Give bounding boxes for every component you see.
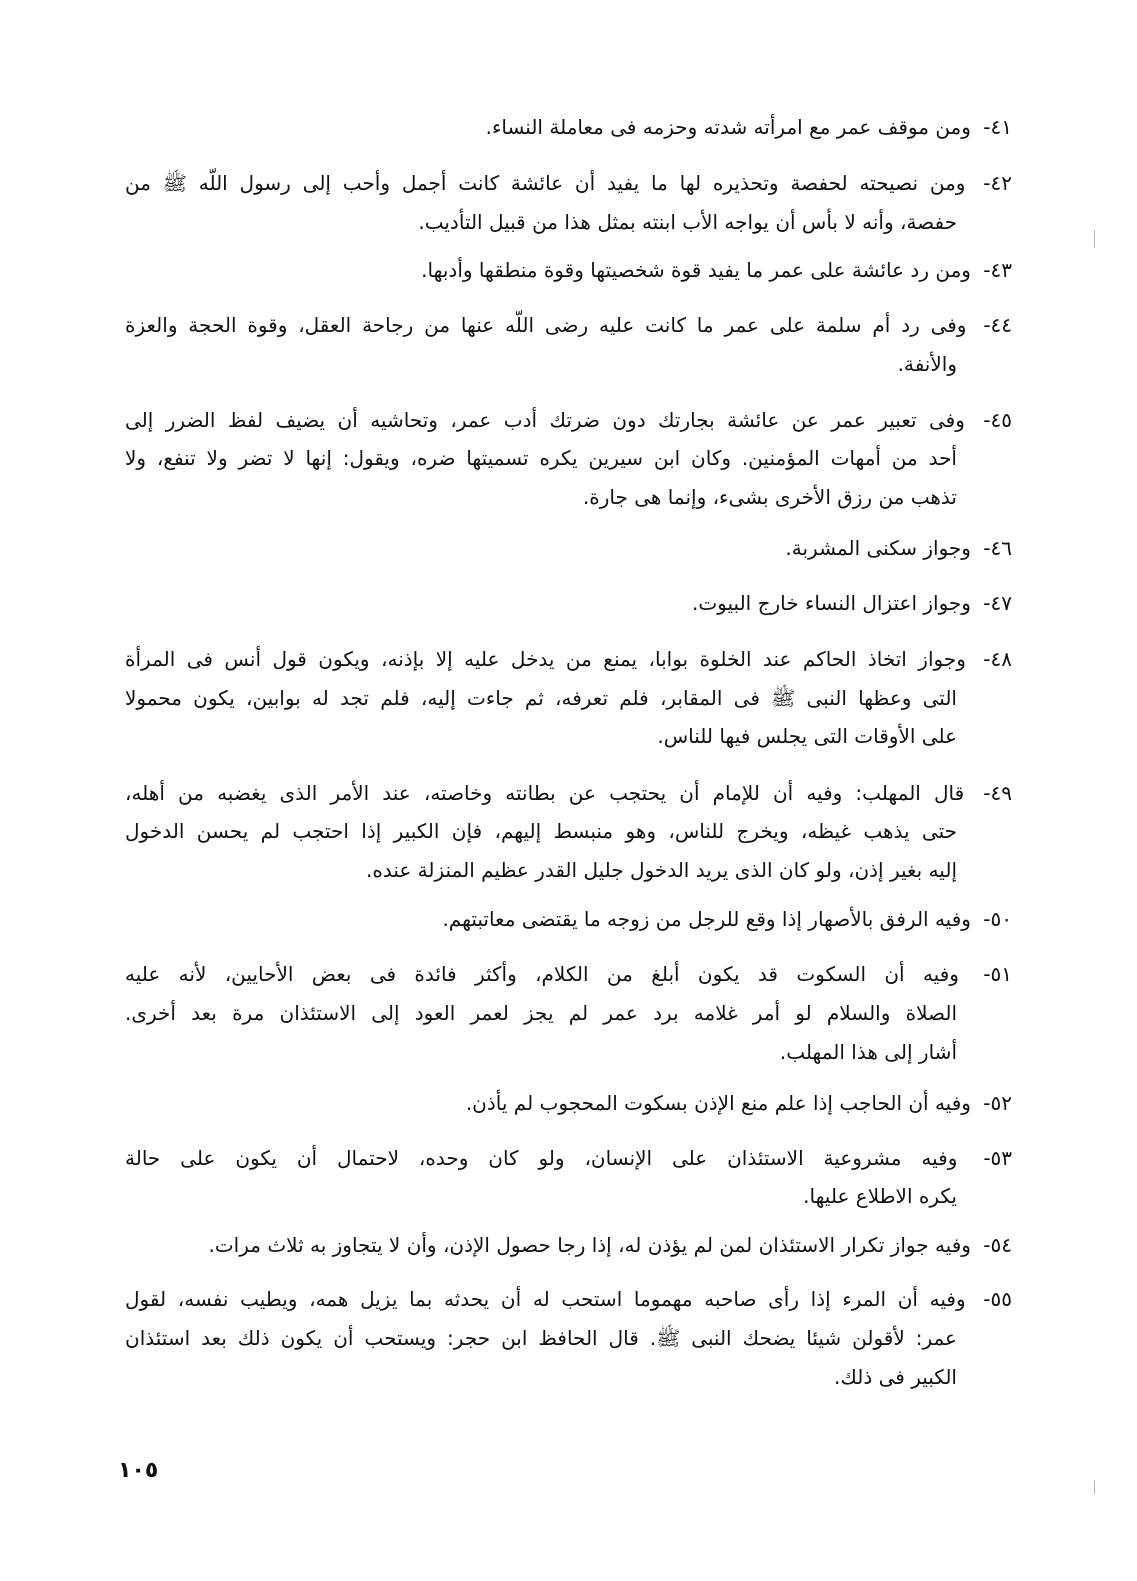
item-text: يكره الاطلاع عليها.	[803, 1184, 957, 1208]
item-text: الكبير فى ذلك.	[834, 1365, 957, 1389]
paragraph-line	[125, 998, 957, 1028]
item-text: وجواز اعتزال النساء خارج البيوت.	[692, 591, 971, 615]
item-text: وفى تعبير عمر عن عائشة بجارتك دون ضرتك أدب عمر، وتحاشيه أن يضيف لفظ الضرر إلى	[125, 408, 965, 432]
item-number: ٥٢-	[983, 1091, 1012, 1115]
item-number: ٤١-	[983, 115, 1012, 139]
item-number: ٤٤-	[983, 313, 1013, 337]
item-text: على الأوقات التى يجلس فيها للناس.	[657, 724, 957, 748]
item-text: التى وعظها النبى ﷺ فى المقابر، فلم تعرفه، ثم جاءت إليه، فلم تجد له بوابين، يكون محمولا	[125, 686, 957, 710]
item-number: ٥٣-	[983, 1146, 1013, 1170]
paragraph-line	[125, 1181, 957, 1211]
paragraph-line	[125, 405, 1012, 435]
paragraph-line	[125, 482, 957, 512]
item-text: الصلاة والسلام لو أمر غلامه برد عمر لم يجز لعمر العود إلى الاستئذان مرة بعد أخرى.	[125, 1001, 957, 1025]
paragraph-line	[125, 904, 1012, 934]
paragraph-line	[125, 959, 1012, 989]
item-number: ٤٢-	[983, 171, 1012, 195]
item-number: ٤٦-	[983, 536, 1012, 560]
paragraph-line	[125, 816, 957, 846]
paragraph-line	[125, 588, 1012, 618]
item-number: ٤٣-	[983, 258, 1012, 282]
paragraph-line	[125, 683, 957, 713]
item-text: وجواز سكنى المشربة.	[785, 536, 971, 560]
item-text: ومن موقف عمر مع امرأته شدته وحزمه فى معاملة النساء.	[485, 115, 971, 139]
paragraph-line	[125, 1230, 1012, 1260]
paragraph-line	[125, 207, 957, 237]
page-number: ١٠٥	[118, 1458, 159, 1483]
item-text: أحد من أمهات المؤمنين. وكان ابن سيرين يكره تسميتها ضره، ويقول: إنها لا تضر ولا تنفع، ولا	[125, 446, 957, 470]
item-text: تذهب من رزق الأخرى بشىء، وإنما هى جارة.	[582, 485, 957, 509]
item-number: ٥٤-	[983, 1233, 1012, 1257]
paragraph-line	[125, 349, 957, 379]
scan-mark	[1094, 1480, 1095, 1494]
paragraph-line	[125, 721, 957, 751]
paragraph-line	[125, 644, 1012, 674]
item-text: وفيه مشروعية الاستئذان على الإنسان، ولو كان وحده، لاحتمال أن يكون على حالة	[125, 1146, 958, 1170]
item-text: قال المهلب: وفيه أن للإمام أن يحتجب عن بطانته وخاصته، عند الأمر الذى يغضبه من أهله،	[125, 781, 965, 805]
paragraph-line	[125, 112, 1012, 142]
item-number: ٥٠-	[983, 907, 1012, 931]
item-text: حفصة، وأنه لا بأس أن يواجه الأب ابنته بمثل هذا من قبيل التأديب.	[418, 210, 957, 234]
item-text: عمر: لأقولن شيئا يضحك النبى ﷺ. قال الحافظ ابن حجر: ويستحب أن يكون ذلك بعد استئذان	[125, 1326, 957, 1350]
paragraph-line	[125, 1323, 957, 1353]
item-text: وفيه أن المرء إذا رأى صاحبه مهموما استحب له أن يحدثه بما يزيل همه، ويطيب نفسه، لقول	[125, 1287, 966, 1311]
item-text: أشار إلى هذا المهلب.	[779, 1040, 957, 1064]
item-text: والأنفة.	[897, 352, 957, 376]
paragraph-line	[125, 1362, 957, 1392]
item-text: وفيه الرفق بالأصهار إذا وقع للرجل من زوجه ما يقتضى معاتبتهم.	[442, 907, 971, 931]
item-number: ٤٩-	[983, 781, 1012, 805]
item-number: ٥٥-	[983, 1287, 1012, 1311]
paragraph-line	[125, 1088, 1012, 1118]
item-number: ٥١-	[983, 962, 1012, 986]
item-text: ومن رد عائشة على عمر ما يفيد قوة شخصيتها وقوة منطقها وأدبها.	[421, 258, 971, 282]
item-text: إليه بغير إذن، ولو كان الذى يريد الدخول جليل القدر عظيم المنزلة عنده.	[366, 858, 957, 882]
item-text: وجواز اتخاذ الحاكم عند الخلوة بوابا، يمنع من يدخل عليه إلا بإذنه، ويكون قول أنس فى المرأة	[125, 647, 966, 671]
paragraph-line	[125, 1037, 957, 1067]
paragraph-line	[125, 778, 1012, 808]
paragraph-line	[125, 1284, 1012, 1314]
paragraph-line	[125, 310, 1012, 340]
item-number: ٤٨-	[983, 647, 1012, 671]
scan-mark	[1094, 230, 1095, 248]
item-text: وفيه أن السكوت قد يكون أبلغ من الكلام، وأكثر فائدة فى بعض الأحايين، لأنه عليه	[125, 962, 959, 986]
item-number: ٤٥-	[983, 408, 1012, 432]
paragraph-line	[125, 255, 1012, 285]
item-text: وفيه جواز تكرار الاستئذان لمن لم يؤذن له، إذا رجا حصول الإذن، وأن لا يتجاوز به ثلاث مرات.	[208, 1233, 971, 1257]
item-text: ومن نصيحته لحفصة وتحذيره لها ما يفيد أن عائشة كانت أجمل وأحب إلى رسول اللّه ﷺ من	[125, 171, 966, 195]
paragraph-line	[125, 855, 957, 885]
item-text: وفيه أن الحاجب إذا علم منع الإذن بسكوت المحجوب لم يأذن.	[465, 1091, 971, 1115]
paragraph-line	[125, 443, 957, 473]
item-text: وفى رد أم سلمة على عمر ما كانت عليه رضى اللّه عنها من رجاحة العقل، وقوة الحجة والعزة	[125, 313, 967, 337]
paragraph-line	[125, 533, 1012, 563]
paragraph-line	[125, 1143, 1012, 1173]
item-number: ٤٧-	[983, 591, 1012, 615]
item-text: حتى يذهب غيظه، ويخرج للناس، وهو منبسط إليهم، فإن الكبير إذا احتجب لم يحسن الدخول	[125, 819, 957, 843]
paragraph-line	[125, 168, 1012, 198]
